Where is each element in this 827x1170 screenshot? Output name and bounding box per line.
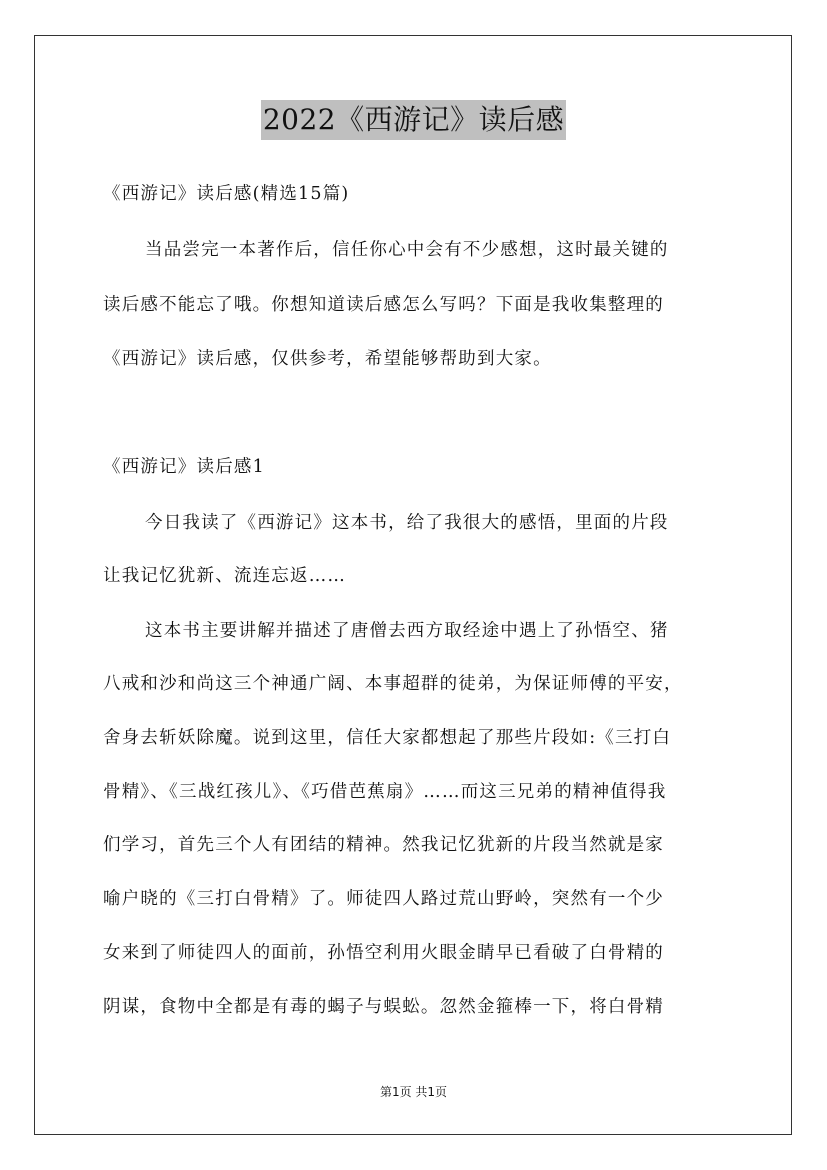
para2-line-3: 舍身去斩妖除魔。说到这里，信任大家都想起了那些片段如:《三打白 bbox=[103, 728, 672, 748]
section-heading: 《西游记》读后感1 bbox=[103, 457, 265, 477]
intro-line-1: 当品尝完一本著作后，信任你心中会有不少感想，这时最关键的 bbox=[145, 240, 669, 260]
para1-line-1: 今日我读了《西游记》这本书，给了我很大的感悟，里面的片段 bbox=[145, 513, 669, 533]
page-footer: 第1页 共1页 bbox=[379, 1085, 448, 1099]
para2-line-6: 喻户晓的《三打白骨精》了。师徒四人路过荒山野岭，突然有一个少 bbox=[103, 889, 664, 909]
para2-line-4: 骨精》、《三战红孩儿》、《巧借芭蕉扇》……而这三兄弟的精神值得我 bbox=[103, 782, 667, 802]
para2-line-2: 八戒和沙和尚这三个神通广阔、本事超群的徒弟，为保证师傅的平安， bbox=[103, 674, 683, 694]
para2-line-5: 们学习，首先三个人有团结的精神。然我记忆犹新的片段当然就是家 bbox=[103, 835, 664, 855]
para2-line-7: 女来到了师徒四人的面前，孙悟空利用火眼金睛早已看破了白骨精的 bbox=[103, 943, 664, 963]
para2-line-8: 阴谋，食物中全都是有毒的蝎子与蜈蚣。忽然金箍棒一下，将白骨精 bbox=[103, 997, 664, 1017]
para1-line-2: 让我记忆犹新、流连忘返…… bbox=[103, 566, 347, 586]
document-subtitle: 《西游记》读后感(精选15篇) bbox=[103, 184, 350, 204]
para2-line-1: 这本书主要讲解并描述了唐僧去西方取经途中遇上了孙悟空、猪 bbox=[145, 621, 669, 641]
intro-line-2: 读后感不能忘了哦。你想知道读后感怎么写吗？下面是我收集整理的 bbox=[103, 295, 664, 315]
document-title: 2022《西游记》读后感 bbox=[261, 100, 566, 140]
intro-line-3: 《西游记》读后感，仅供参考，希望能够帮助到大家。 bbox=[103, 349, 552, 369]
title-container bbox=[0, 100, 827, 140]
